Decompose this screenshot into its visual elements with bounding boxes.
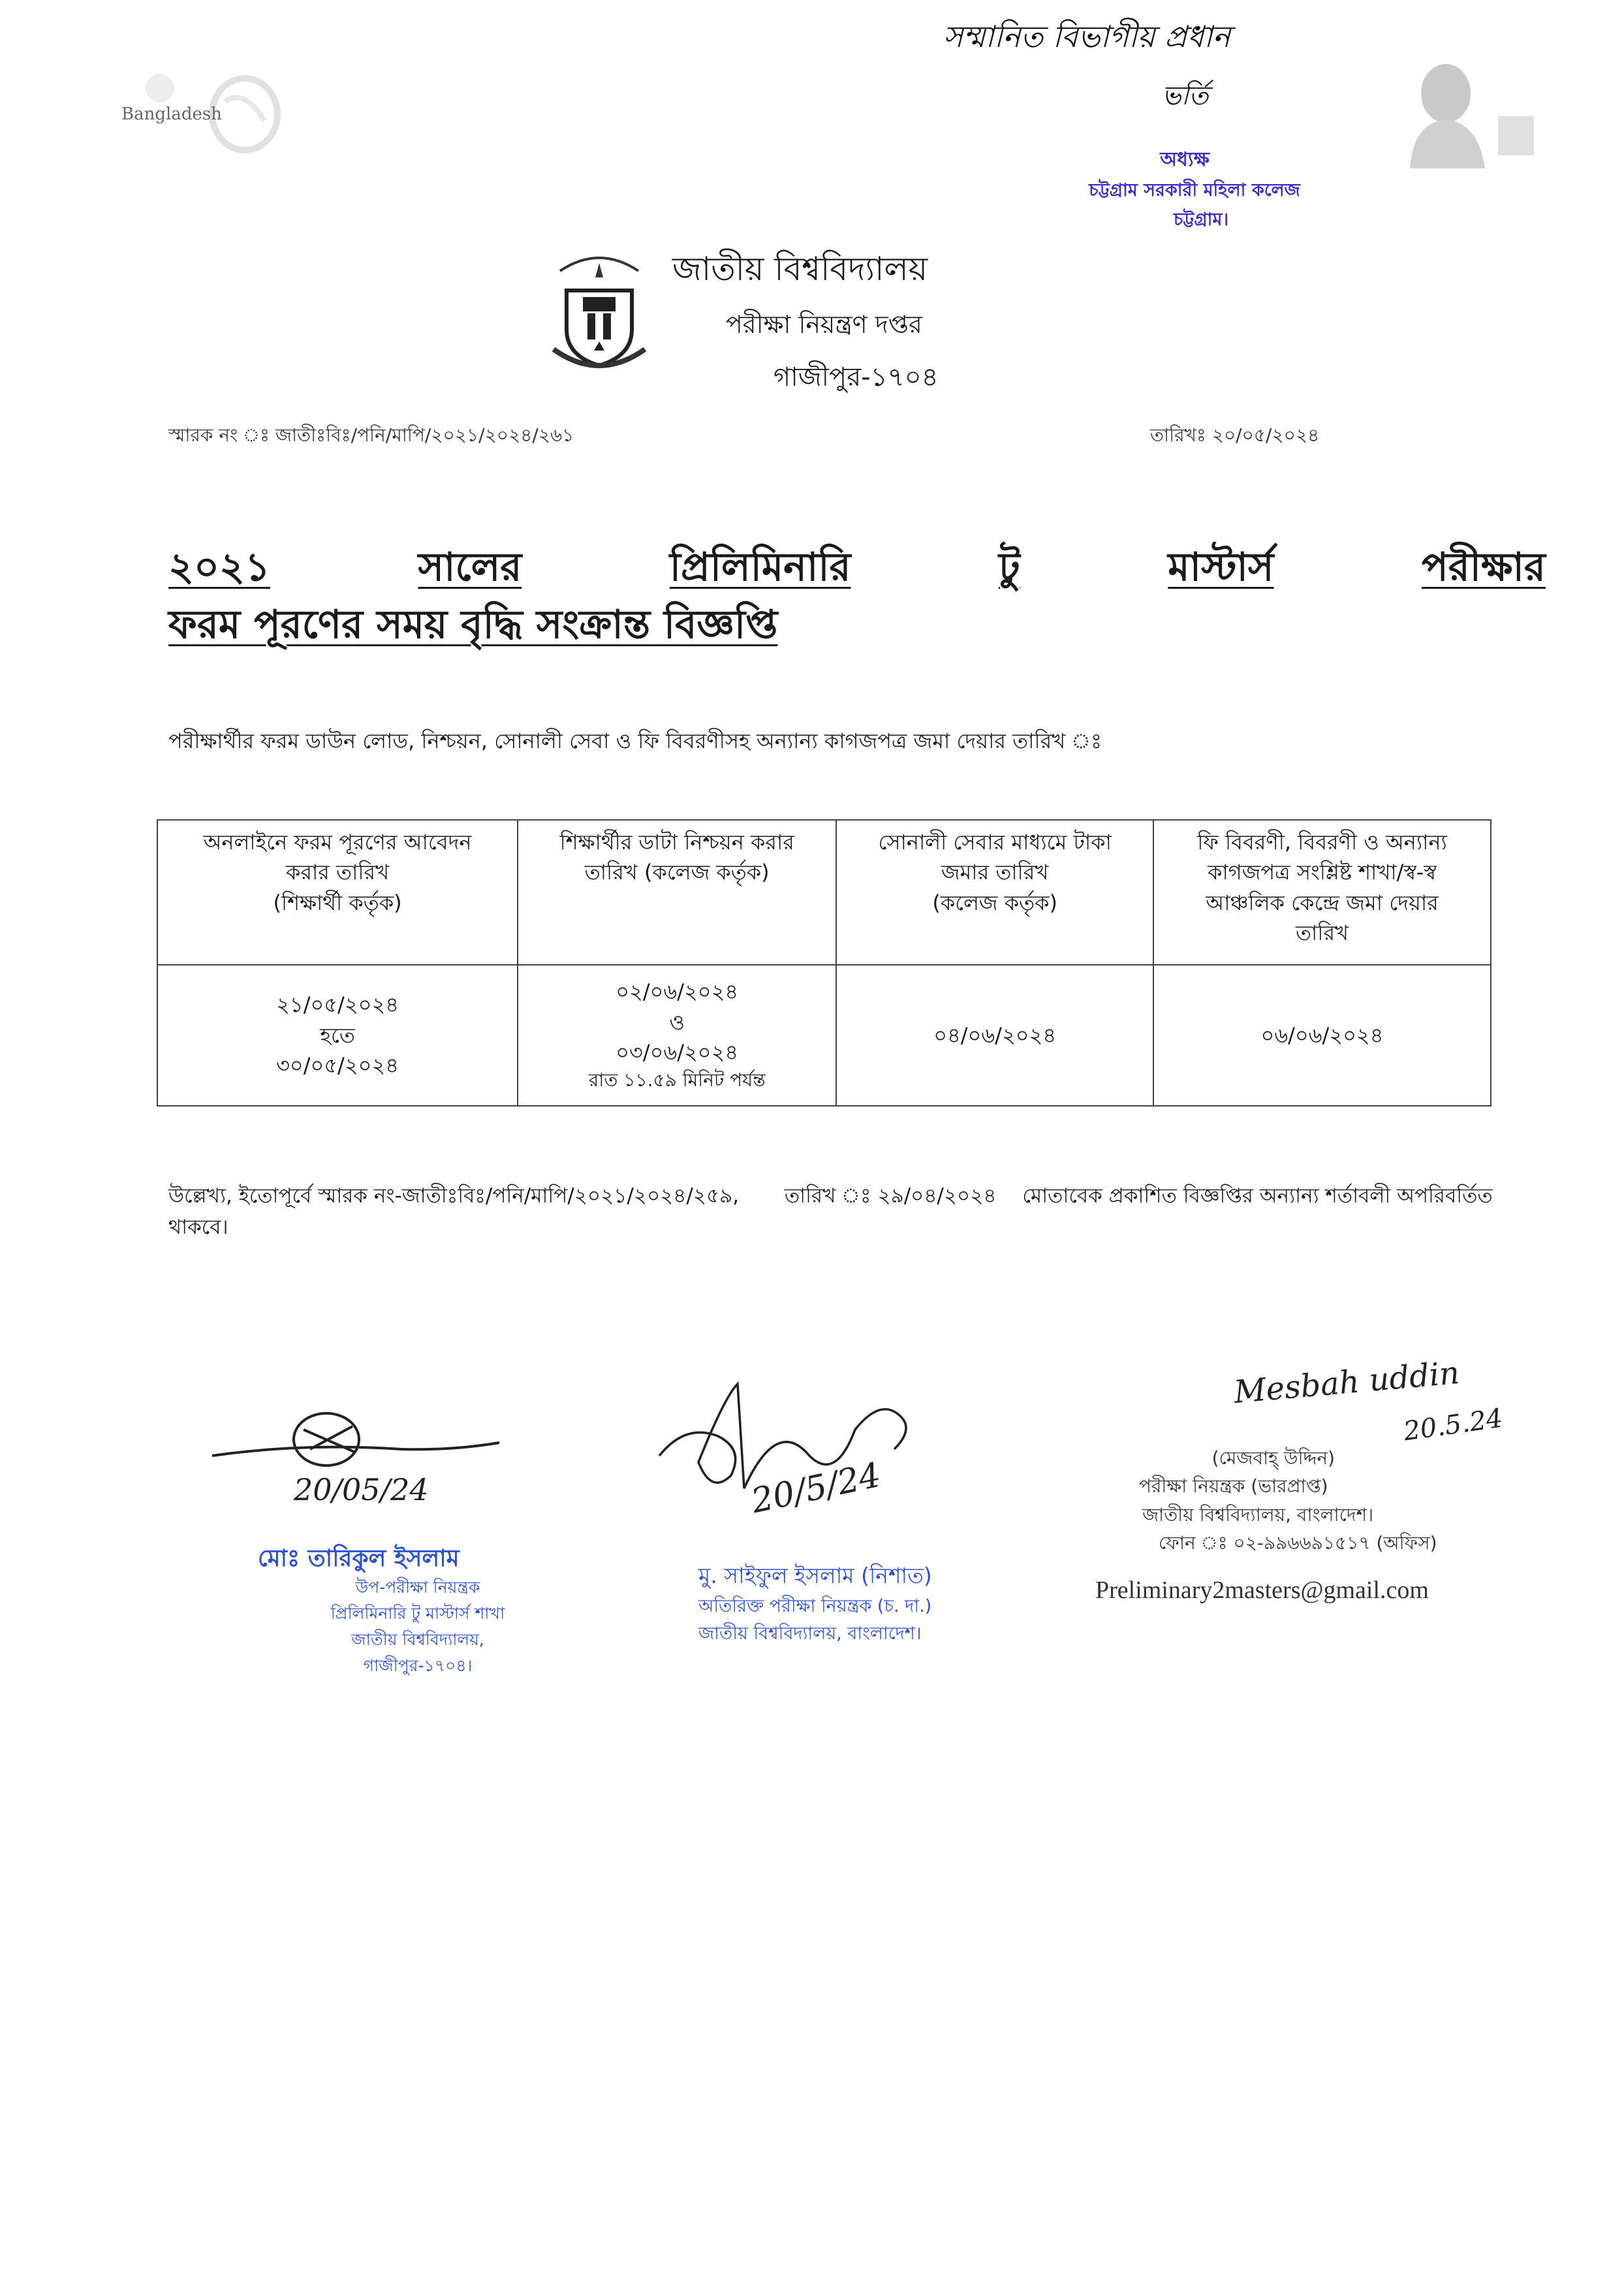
principal-stamp bbox=[1070, 144, 1319, 236]
table-header-cell: শিক্ষার্থীর ডাটা নিশ্চয়ন করার তারিখ (কলেজ কর্তৃক) bbox=[518, 820, 836, 965]
title-word: মাস্টার্স bbox=[1168, 544, 1274, 590]
signatory-3-details bbox=[1097, 1444, 1437, 1558]
handwritten-note-line1: সম্মানিত বিভাগীয় প্রধান bbox=[943, 19, 1230, 54]
signatory-2-details: অতিরিক্ত পরীক্ষা নিয়ন্ত্রক (চ. দা.) জাতীয় বিশ্ববিদ্যালয়, বাংলাদেশ। bbox=[698, 1596, 932, 1644]
title-word: পরীক্ষার bbox=[1422, 544, 1546, 590]
signatory-3-name: (মেজবাহ্ উদ্দিন) bbox=[1211, 1447, 1335, 1469]
table-header-cell: ফি বিবরণী, বিবরণী ও অন্যান্য কাগজপত্র সংশ্লিষ্ট শাখা/স্ব-স্ব আঞ্চলিক কেন্দ্রে জমা দেয়ার তারিখ bbox=[1153, 820, 1491, 965]
signatory-3-org: জাতীয় বিশ্ববিদ্যালয়, বাংলাদেশ। bbox=[1142, 1503, 1374, 1526]
stamp-line2: চট্টগ্রাম সরকারী মহিলা কলেজ bbox=[1089, 180, 1300, 200]
letterhead bbox=[659, 245, 1116, 400]
contact-email: Preliminary2masters@gmail.com bbox=[1095, 1576, 1429, 1604]
title-line1 bbox=[168, 539, 1546, 596]
table-header-cell: অনলাইনে ফরম পূরণের আবেদন করার তারিখ (শিক্ষার্থী কর্তৃক) bbox=[157, 820, 518, 965]
title-word: ২০২১ bbox=[168, 544, 270, 590]
office-name: পরীক্ষা নিয়ন্ত্রণ দপ্তর bbox=[726, 310, 922, 339]
title-word: সালের bbox=[418, 544, 522, 590]
signatory-1-name: মোঃ তারিকুল ইসলাম bbox=[258, 1545, 460, 1572]
table-cell: ০৬/০৬/২০২৪ bbox=[1153, 965, 1491, 1106]
table-cell: ০২/০৬/২০২৪ ও ০৩/০৬/২০২৪ রাত ১১.৫৯ মিনিট পর্যন্ত bbox=[518, 965, 836, 1106]
signature-1-date: 20/05/24 bbox=[294, 1472, 429, 1507]
notice-title bbox=[168, 539, 1546, 653]
office-address: গাজীপুর-১৭০৪ bbox=[773, 362, 939, 392]
title-line2: ফরম পূরণের সময় বৃদ্ধি সংক্রান্ত বিজ্ঞপ্তি bbox=[168, 602, 778, 648]
signatory-1-details: উপ-পরীক্ষা নিয়ন্ত্রক প্রিলিমিনারি টু মাস্টার্স শাখা জাতীয় বিশ্ববিদ্যালয়, গাজীপুর-১৭০৪। bbox=[330, 1578, 505, 1675]
stamp-line3: চট্টগ্রাম। bbox=[1173, 210, 1229, 230]
signatory-2-name: মু. সাইফুল ইসলাম (নিশাত) bbox=[698, 1563, 932, 1588]
note-part1: উল্লেখ্য, ইতোপূর্বে স্মারক নং-জাতীঃবিঃ/পনি/মাপি/২০২১/২০২৪/২৫৯, bbox=[168, 1184, 740, 1208]
issue-date: তারিখঃ ২০/০৫/২০২৪ bbox=[1150, 424, 1320, 446]
table-cell: ০৪/০৬/২০২৪ bbox=[836, 965, 1153, 1106]
signatory-3-phone: ফোন ঃ ০২-৯৯৬৬৯১৫১৭ (অফিস) bbox=[1159, 1532, 1437, 1554]
table-row bbox=[157, 965, 1491, 1106]
handwritten-note-line2: ভর্তি bbox=[1162, 81, 1209, 111]
signature-2-date: 20/5/24 bbox=[747, 1455, 884, 1522]
table-header-row bbox=[157, 820, 1491, 965]
intro-text: পরীক্ষার্থীর ফরম ডাউন লোড, নিশ্চয়ন, সোনালী সেবা ও ফি বিবরণীসহ অন্যান্য কাগজপত্র জমা দেয়ার তারিখ ঃ bbox=[168, 729, 1102, 753]
note-part2: তারিখ ঃ ২৯/০৪/২০২৪ bbox=[784, 1184, 997, 1208]
table-header-cell: সোনালী সেবার মাধ্যমে টাকা জমার তারিখ (কলেজ কর্তৃক) bbox=[836, 820, 1153, 965]
university-name: জাতীয় বিশ্ববিদ্যালয় bbox=[672, 250, 928, 288]
portrait-image bbox=[1400, 57, 1540, 168]
note-paragraph bbox=[168, 1180, 1546, 1243]
signature-3-scribble: Mesbah uddin bbox=[1232, 1355, 1461, 1411]
table-cell: ২১/০৫/২০২৪ হতে ৩০/০৫/২০২৪ bbox=[157, 965, 518, 1106]
signatory-3-designation: পরীক্ষা নিয়ন্ত্রক (ভারপ্রাপ্ত) bbox=[1139, 1475, 1328, 1498]
signature-3-date: 20.5.24 bbox=[1401, 1403, 1505, 1447]
note-part3: মোতাবেক প্রকাশিত বিজ্ঞপ্তির অন্যান্য শর্তাবলী অপরিবর্তিত থাকবে। bbox=[168, 1184, 1493, 1240]
university-logo bbox=[547, 251, 651, 379]
title-word: টু bbox=[999, 544, 1020, 590]
memo-number: স্মারক নং ঃ জাতীঃবিঃ/পনি/মাপি/২০২১/২০২৪/২৬১ bbox=[168, 424, 574, 446]
schedule-table bbox=[157, 819, 1491, 1106]
stamp-line1: অধ্যক্ষ bbox=[1160, 148, 1210, 171]
title-word: প্রিলিমিনারি bbox=[669, 544, 851, 590]
bangladesh-logo-text: Bangladesh bbox=[121, 104, 222, 124]
signature-2-scribble bbox=[646, 1358, 960, 1554]
